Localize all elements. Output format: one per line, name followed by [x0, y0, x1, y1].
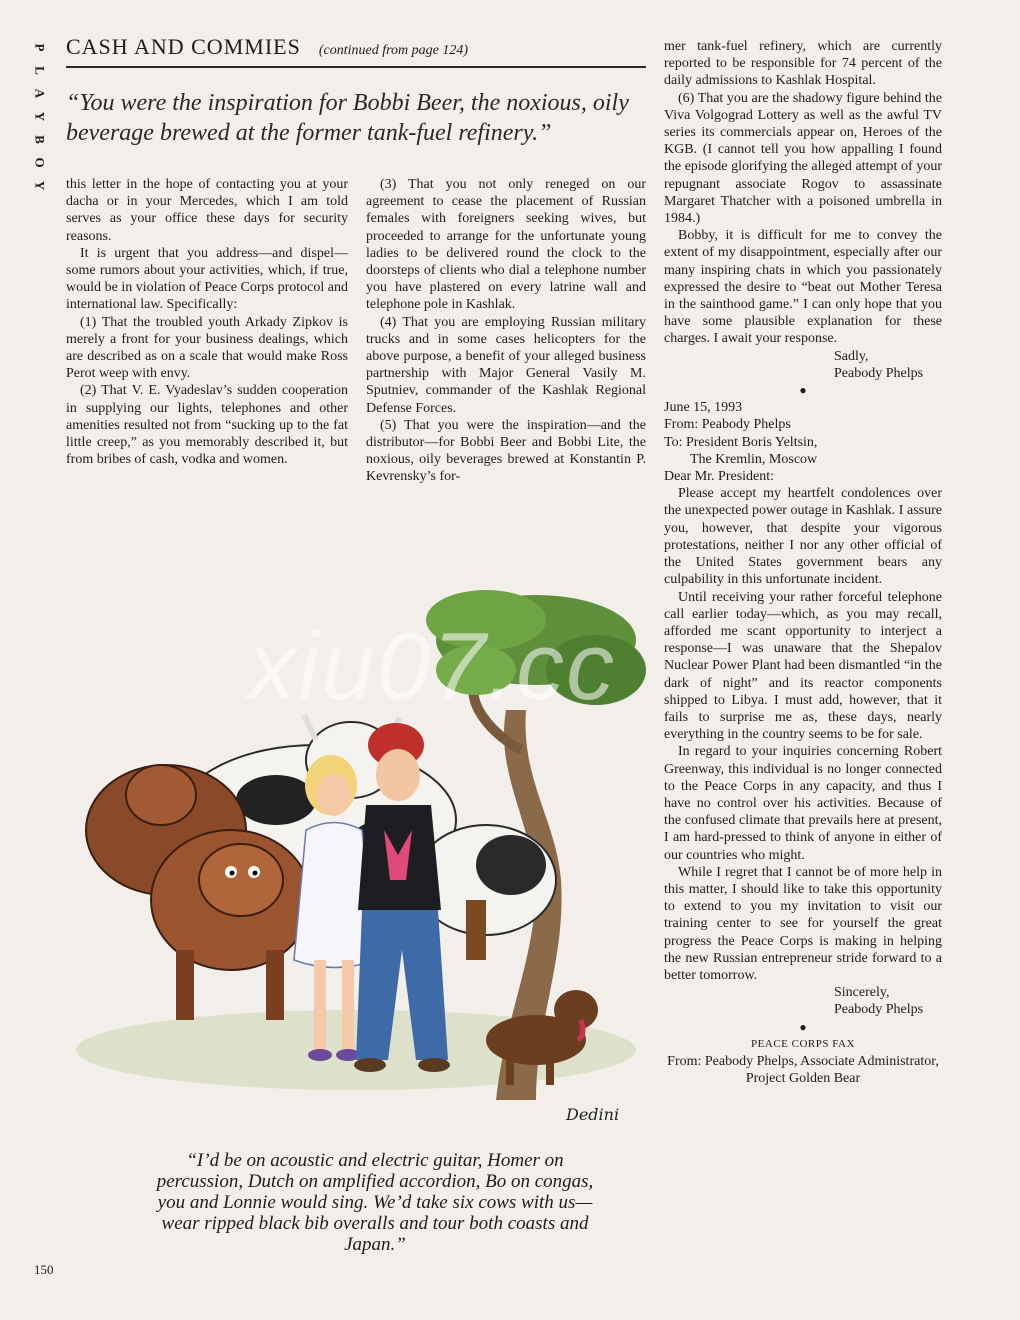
paragraph: Bobby, it is difficult for me to convey the extent of my disappointment, especially after our many inspiring chats in which you passionately expressed the desire to “beat out Mother Teresa in the sainthood game.” I can only hope that you have some plausible explanation for these charges. I await your response. [664, 228, 942, 347]
cartoon-caption: “I’d be on acoustic and electric guitar, Homer on percussion, Dutch on amplified accordion, Bo on congas, you and Lonnie would sing. We’d take six cows with us—wear ripped black bib overalls and tour both coasts and Japan.” [156, 1150, 594, 1255]
closing: Sincerely, [834, 985, 890, 1001]
pull-quote: “You were the inspiration for Bobbi Beer, the noxious, oily beverage brewed at the former tank-fuel refinery.” [66, 90, 629, 146]
memo-date: June 15, 1993 [664, 400, 743, 416]
fax-heading: PEACE CORPS FAX [751, 1037, 855, 1050]
paragraph: Until receiving your rather forceful telephone call earlier today—which, as you may recall, afforded me scant opportunity to interject a response—I was unaware that the Shepalov Nuclear Power Plant had been dismantled “in the dark of night” and its reactor components shipped to Libya. I must add, however, that it fails to surprise me as, these days, nearly everything in the country seems to be for sale. [664, 589, 942, 743]
paragraph: In regard to your inquiries concerning Robert Greenway, this individual is no longer connected to the Peace Corps in any capacity, and thus I have no control over his activities. Because of the confused climate that prevails here at present, I am hard-pressed to think of anyone in either of our countries who might. [664, 744, 942, 863]
text-column-2 [366, 176, 646, 486]
fax-from: From: Peabody Phelps, Associate Administrator, Project Golden Bear [667, 1053, 939, 1087]
side-tab-letter: Y [32, 111, 48, 122]
memo-header [664, 399, 942, 485]
paragraph: (5) That you were the inspiration—and the distributor—for Bobbi Beer and Bobbi Lite, the noxious, oily beverages brewed at Konstantin P. Kevrensky’s for- [366, 417, 646, 485]
paragraph: mer tank-fuel refinery, which are currently reported to be responsible for 74 percent of the daily admissions to Kashlak Hospital. [664, 39, 942, 89]
side-tab-letter: A [32, 88, 48, 99]
text-column-1 [66, 176, 348, 468]
memo-salutation: Dear Mr. President: [664, 469, 775, 485]
paragraph: (2) That V. E. Vyadeslav’s sudden cooperation in supplying our lights, telephones and other amenities resulted not from “sucking up to the fat little creep,” as you memorably described it, but from bribes of cash, vodka and women. [66, 383, 348, 468]
paragraph: (1) That the troubled youth Arkady Zipkov is merely a front for your business dealings, which are described as on a scale that would make Ross Perot weep with envy. [66, 314, 348, 382]
artist-signature: Dedini [566, 1105, 620, 1124]
paragraph: Please accept my heartfelt condolences over the unexpected power outage in Kashlak. I assure you, however, that despite your vigorous protestations, neither I nor any other official of the United States government bears any culpability in this unfortunate incident. [664, 486, 942, 588]
section-bullet: ● [799, 383, 807, 398]
side-tab-letter: P [32, 43, 48, 52]
side-tab-letter: L [32, 66, 48, 75]
memo-to: To: President Boris Yeltsin, [664, 434, 818, 450]
paragraph: (4) That you are employing Russian military trucks and in some cases helicopters for the above purpose, a benefit of your alleged business partnership with Major General Vasily M. Sputniev, commander of the Kashlak Regional Defense Forces. [366, 314, 646, 416]
paragraph: (3) That you not only reneged on our agreement to cease the placement of Russian females with foreigners seeking wives, but proceeded to arrange for the unfortunate young ladies to be delivered round the clock to the doorsteps of clients who dial a telephone number you have plastered on every latrine wall and telephone pole in Kashlak. [366, 177, 646, 313]
continued-note: (continued from page 124) [318, 43, 469, 58]
paragraph: It is urgent that you address—and dispel—some rumors about your activities, which, if true, would be in violation of Peace Corps protocol and international law. Specifically: [66, 245, 348, 313]
memo-from: From: Peabody Phelps [664, 417, 791, 433]
article-header [66, 34, 646, 68]
watermark-text: xiu07.cc [248, 613, 617, 720]
signature-name: Peabody Phelps [834, 365, 924, 381]
paragraph: While I regret that I cannot be of more help in this matter, I should like to take this opportunity to extend to you my invitation to visit our training center to see for yourself the great progress the Peace Corps is making in helping the new Russian entrepreneur stride forward to a better tomorrow. [664, 864, 942, 983]
paragraph: this letter in the hope of contacting you at your dacha or in your Mercedes, which I am told serves as your office these days for security reasons. [66, 177, 348, 244]
signature-name: Peabody Phelps [834, 1002, 924, 1018]
section-bullet: ● [799, 1019, 807, 1034]
side-tab-letter: O [32, 157, 48, 168]
page-number: 150 [34, 1262, 54, 1277]
side-tab-letter: Y [32, 180, 48, 191]
paragraph: (6) That you are the shadowy figure behind the Viva Volgograd Lottery as well as the awful TV series its commercials appear on, Heroes of the KGB. (I cannot tell you how appalling I found the episode glorifying the alleged attempt of your repugnant associate Rogov to assassinate Margaret Thatcher with a poisoned umbrella in 1984.) [664, 90, 942, 227]
article-title: CASH AND COMMIES [66, 34, 301, 59]
closing: Sadly, [834, 348, 869, 364]
magazine-side-tab [30, 36, 50, 197]
side-tab-letter: B [32, 135, 48, 144]
text-column-3 [664, 38, 942, 1087]
memo-to-address: The Kremlin, Moscow [690, 451, 818, 467]
